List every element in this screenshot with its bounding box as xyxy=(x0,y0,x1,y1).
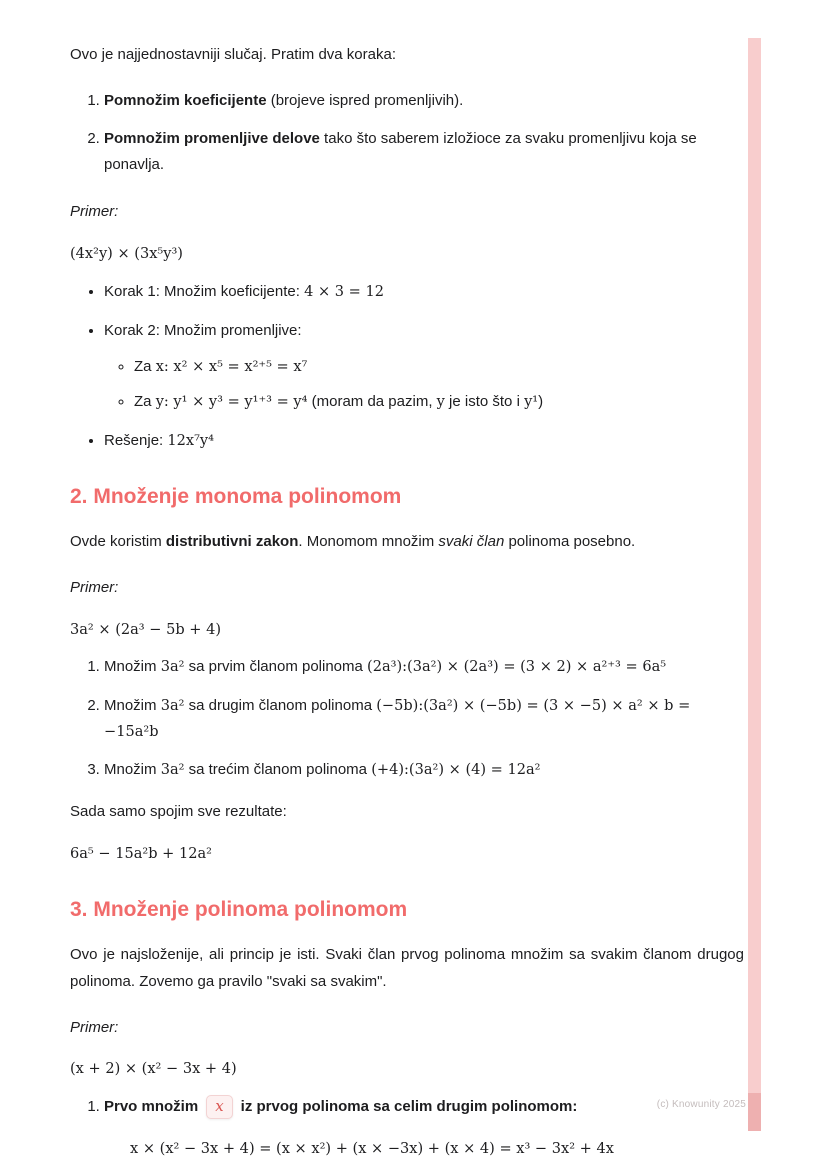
sub-bullet-list xyxy=(104,354,744,415)
text-segment-t: Sada samo spojim sve rezultate: xyxy=(70,803,287,821)
section-2-outro xyxy=(70,799,744,825)
section-2-paragraph xyxy=(70,528,744,555)
list-item xyxy=(104,280,744,305)
text-segment-t: Za xyxy=(134,357,156,375)
list-item xyxy=(104,88,744,114)
text-segment-m: 4 × 3 = 12 xyxy=(304,283,384,301)
math-expression xyxy=(130,1136,744,1162)
text-segment-b: Pomnožim promenljive delove xyxy=(104,130,320,147)
list-item-text xyxy=(104,322,302,339)
text-segment-b: Pomnožim koeficijente xyxy=(104,91,267,109)
text-segment-t: Za xyxy=(134,393,156,411)
list-item-text xyxy=(104,1098,577,1115)
text-segment-m: y¹ xyxy=(524,393,539,411)
text-segment-badge: x xyxy=(206,1095,232,1119)
list-item xyxy=(104,757,744,783)
list-item xyxy=(104,319,744,415)
text-segment-m: (4x²y) × (3x⁵y³) xyxy=(70,244,183,262)
text-segment-i: Primer: xyxy=(70,579,119,597)
text-segment-t: tako što saberem izložioce za svaku promenljivu koja se ponavlja. xyxy=(104,130,697,173)
text-segment-t: . Monomom množim xyxy=(298,533,439,551)
example-bullet-list xyxy=(70,280,744,454)
text-segment-m: 3a² xyxy=(160,696,185,714)
text-segment-t: Ovo je najjednostavniji slučaj. Pratim dva koraka: xyxy=(70,46,396,63)
list-item xyxy=(134,389,744,415)
primer-label xyxy=(70,199,744,225)
math-expression xyxy=(70,241,744,267)
text-segment-b: iz prvog polinoma sa celim drugim polinomom: xyxy=(240,1098,578,1116)
text-segment-t: Rešenje: xyxy=(104,432,168,450)
list-item xyxy=(104,429,744,454)
text-segment-m: (2a³):(3a²) × (2a³) = (3 × 2) × a²⁺³ = 6a⁵ xyxy=(367,658,667,676)
text-segment-t: Ovde koristim xyxy=(70,533,166,551)
text-segment-m: 6a⁵ − 15a²b + 12a² xyxy=(70,844,212,862)
text-segment-m: 3a² xyxy=(160,658,185,676)
text-segment-m: (−5b):(3a²) × (−5b) = (3 × −5) × a² × b = −15a²b xyxy=(104,696,691,740)
scrollbar-track[interactable] xyxy=(748,38,761,1131)
list-item xyxy=(134,354,744,380)
section-3-paragraph xyxy=(70,941,744,995)
text-segment-m: x: x² × x⁵ = x²⁺⁵ = x⁷ xyxy=(155,357,308,375)
text-segment-m: x × (x² − 3x + 4) = (x × x²) + (x × −3x) + (x × 4) = x³ − 3x² + 4x xyxy=(130,1140,614,1158)
text-segment-m: (x + 2) × (x² − 3x + 4) xyxy=(70,1060,237,1078)
text-segment-m: 12x⁷y⁴ xyxy=(167,432,214,450)
text-segment-t: Ovo je najsloženije, ali princip je isti. Svaki član prvog polinoma množim sa svakim članom drugog polinoma. Zovemo ga pravilo "svaki sa svakim". xyxy=(70,945,744,990)
text-segment-t: polinoma posebno. xyxy=(504,533,636,551)
text-segment-t: Množim xyxy=(104,658,161,676)
text-segment-m: y xyxy=(436,393,445,411)
text-segment-m: y: y¹ × y³ = y¹⁺³ = y⁴ xyxy=(155,393,308,411)
section-2-steps-list xyxy=(70,654,744,783)
text-segment-t: (brojeve ispred promenljivih). xyxy=(266,91,464,109)
text-segment-i: Primer: xyxy=(70,203,119,220)
text-segment-m: (+4):(3a²) × (4) = 12a² xyxy=(371,761,541,779)
text-segment-t: je isto što i xyxy=(444,393,525,411)
text-segment-t: sa drugim članom polinoma xyxy=(184,696,377,714)
primer-label xyxy=(70,575,744,601)
text-segment-b: distributivni zakon xyxy=(165,533,299,551)
text-segment-t: sa prvim članom polinoma xyxy=(184,658,368,676)
text-segment-i: svaki član xyxy=(438,533,505,551)
text-segment-t: Korak 2: Množim promenljive: xyxy=(104,321,302,339)
intro-steps-list xyxy=(70,88,744,178)
list-item xyxy=(104,654,744,680)
text-segment-b: Prvo množim xyxy=(104,1098,199,1116)
text-segment-t: ) xyxy=(538,393,544,411)
text-segment-m: 3a² xyxy=(160,761,185,779)
copyright-watermark: (c) Knowunity 2025 xyxy=(656,1099,746,1110)
math-expression xyxy=(70,617,744,643)
primer-label xyxy=(70,1015,744,1041)
section-heading-2: 2. Množenje monoma polinomom xyxy=(70,484,402,508)
text-segment-t: Množim xyxy=(104,761,161,779)
section-3-steps-list xyxy=(70,1094,744,1162)
text-segment-t: Množim xyxy=(104,696,161,714)
intro-paragraph xyxy=(70,42,744,68)
math-result xyxy=(70,841,744,867)
list-item xyxy=(104,1094,744,1162)
text-segment-t: sa trećim članom polinoma xyxy=(184,761,372,779)
text-segment-t: (moram da pazim, xyxy=(307,393,437,411)
scrollbar-thumb[interactable] xyxy=(748,1093,761,1131)
section-heading-3: 3. Množenje polinoma polinomom xyxy=(70,897,408,921)
list-item xyxy=(104,126,744,177)
text-segment-m: 3a² × (2a³ − 5b + 4) xyxy=(70,620,222,638)
math-expression xyxy=(70,1056,744,1082)
text-segment-t: Korak 1: Množim koeficijente: xyxy=(104,283,305,301)
text-segment-i: Primer: xyxy=(70,1018,119,1036)
list-item xyxy=(104,693,744,746)
